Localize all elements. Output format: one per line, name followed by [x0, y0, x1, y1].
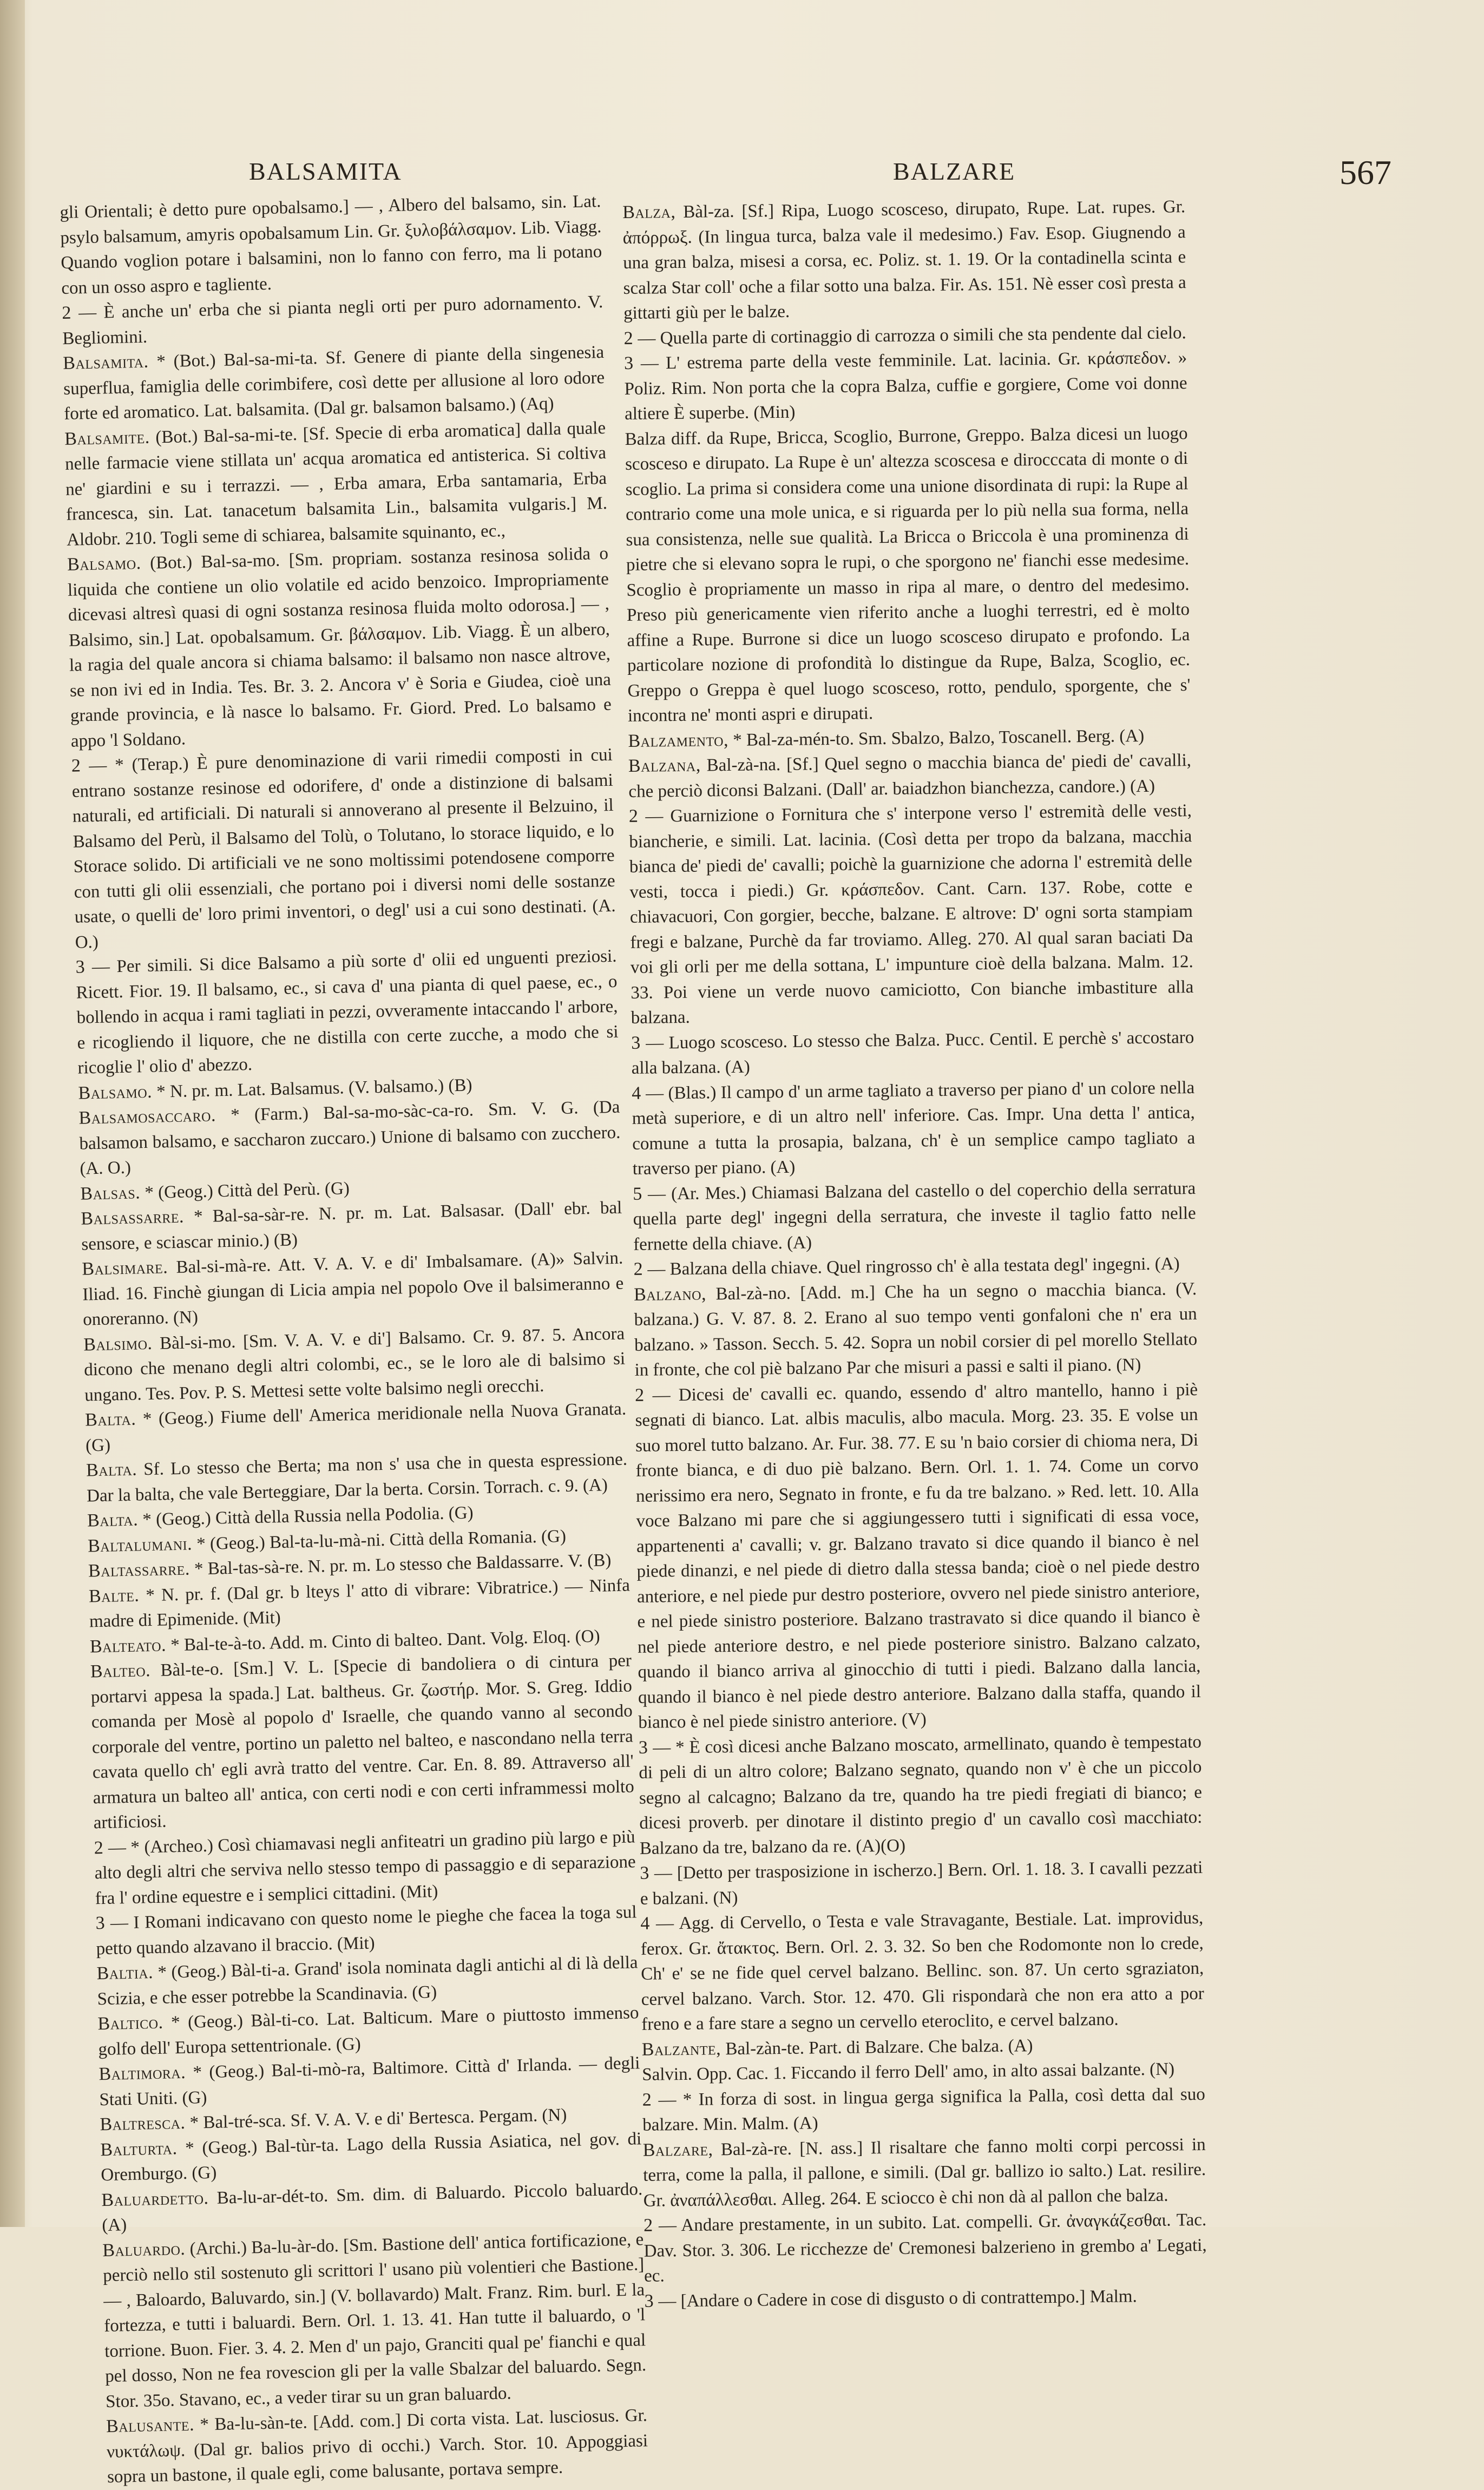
entry-headword: 4 — [640, 1914, 650, 1934]
left-column — [60, 189, 648, 2490]
entry-text: * (Geog.) Città della Russia nella Podolia. (G) — [138, 1503, 474, 1530]
entry-headword: Balza, — [622, 202, 676, 222]
entry-text: (Archi.) Ba-lu-àr-do. [Sm. Bastione dell' antica fortificazione, e perciò nello stil sostenuto gli scrittori l' usano più volentieri che Bastione.] — , Baloardo, Baluvardo, sin.] (V. bollavardo) Malt. Franz. Rim. burl. E la fortezza, e tutti i baluardi. Bern. Orl. 1. 13. 41. Han tutte il baluardo, o 'l torrione. Buon. Fier. 3. 4. 2. Men d' un pajo, Granciti qual pe' fianchi e qual pel dosso, Non ne fea rovescion gli per la valle Sbalzar del baluardo. Segn. Stor. 35o. Stavano, ec., a veder tirar su un gran baluardo. — [103, 2230, 646, 2412]
entry-text: Bal-si-mà-re. Att. V. A. V. e di' Imbalsamare. (A)» Salvin. Iliad. 16. Finchè giungan di Licia ampia nel popolo Ove il balsimeranno e onoreranno. (N) — [82, 1249, 624, 1330]
entry-text: * Bal-tré-sca. Sf. V. A. V. e di' Bertesca. Pergam. (N) — [185, 2105, 567, 2133]
dictionary-entry — [640, 1855, 1203, 1911]
entry-text: * (Bot.) Bal-sa-mi-ta. Sf. Genere di piante della singenesia superflua, famiglia delle corimbifere, così dette per allusione al loro odore forte ed aromatico. Lat. balsamita. (Dal gr. balsamon balsamo.) (Aq) — [63, 343, 605, 424]
entry-headword: Balzante, — [642, 2039, 721, 2060]
entry-headword: Baltalumani. — [88, 1534, 193, 1556]
entry-text: Ba-lu-ar-dét-to. Sm. dim. di Baluardo. Piccolo baluardo. (A) — [102, 2179, 643, 2235]
entry-text: Bal-zà-re. [N. ass.] Il risaltare che fanno molti corpi percossi in terra, come la palla, il pallone, e simili. (Dal gr. ballizo io salto.) Lat. resilire. Gr. ἀναπάλλεσθαι. Alleg. 264. E sciocco è chi non dà al pallon che balza. — [643, 2134, 1206, 2210]
entry-text: Salvin. Opp. Cac. 1. Ficcando il ferro Dell' amo, in alto assai balzante. (N) — [642, 2060, 1174, 2085]
entry-headword: 3 — [640, 1863, 649, 1883]
page-number: 567 — [1339, 153, 1391, 193]
entry-text: Bal-zà-no. [Add. m.] Che ha un segno o macchia bianca. (V. balzana.) G. V. 87. 8. 2. Erano al suo tempo venti gonfaloni che n' era un balzano. » Tasson. Secch. 5. 42. Sopra un nobil corsier di pel morello Stellato in fronte, che col piè balzano Par che misuri a passi e salti il piano. (N) — [634, 1279, 1197, 1379]
entry-headword: 2 — [635, 1385, 645, 1405]
dictionary-entry — [90, 1648, 635, 1835]
header-left: BALSAMITA — [249, 157, 402, 186]
entry-headword: Balte. — [89, 1585, 140, 1606]
dictionary-entry — [634, 1276, 1198, 1383]
entry-text: Bàl-si-mo. [Sm. V. A. V. e di'] Balsamo. Cr. 9. 87. 5. Ancora dicono che menano degli altri colombi, ec., se le loro ale di balsimo si ungano. Tes. Pov. P. S. Mettesi sette volte balsimo negli orecchi. — [84, 1324, 626, 1405]
dictionary-entry — [106, 2403, 649, 2489]
entry-text: Bàl-za. [Sf.] Ripa, Luogo scosceso, dirupato, Rupe. Lat. rupes. Gr. ἀπόρρωξ. (In lingua turca, balza vale il medesimo.) Fav. Esop. Giugnendo a una gran balza, misesi a corsa, ec. Poliz. st. 1. 19. Or la contadinella scinta e scalza Star coll' oche a filar sotto una balza. Fir. As. 151. Nè esser così presta a gittarti giù per le balze. — [623, 197, 1186, 323]
entry-headword: 3 — [624, 353, 634, 373]
entry-headword: Balzano, — [634, 1284, 706, 1304]
dictionary-entry — [635, 1377, 1201, 1735]
entry-headword: Balsamosaccaro. — [78, 1105, 216, 1128]
entry-text: (Bot.) Bal-sa-mo. [Sm. propriam. sostanza resinosa solida o liquida che contiene un olio volatile ed acido benzoico. Impropriamente dicevasi altresì quasi di ogni sostanza resinosa fluida molto odorosa.] — , Balsimo, sin.] Lat. opobalsamum. Gr. βάλσαμον. Lib. Viagg. È un albero, la ragia del quale ancora si chiama balsamo: il balsamo non nasce altrove, se non ivi ed in India. Tes. Br. 3. 2. Ancora v' è Soria e Giudea, cioè una grande provincia, e là nasce lo balsamo. Fr. Giord. Pred. Lo balsamo e appo 'l Soldano. — [68, 544, 612, 751]
dictionary-entry — [625, 421, 1191, 729]
entry-text: — I Romani indicavano con questo nome le pieghe che facea la toga sul petto quando alzavano il braccio. (Mit) — [96, 1902, 637, 1958]
entry-text: — Guarnizione o Fornitura che s' interpone verso l' estremità delle vesti, biancherie, e simili. Lat. lacinia. (Così detta per tropo da balzana, macchia bianca de' piedi de' cavalli; poichè la guarnizione che adorna l' estremità delle vesti, tocca i piedi.) Gr. κράσπεδον. Cant. Carn. 137. Robe, cotte e chiavacuori, Con gorgier, becche, balzane. E altrove: D' ogni sorta stampiam fregi e balzane, Purchè da far troviamo. Alleg. 270. Al qual saran baciati Da voi gli orli per me della sottana, L' impunture cioè della balzana. Malm. 12. 33. Poi viene un verde nuovo camiciotto, Con bianche imbastiture alla balzana. — [629, 801, 1193, 1028]
entry-text: — Dicesi de' cavalli ec. quando, essendo d' altro mantello, hanno i piè segnati di bianco. Lat. albis maculis, albo macula. Morg. 23. 35. E volse un suo morel tutto balzano. Ar. Fur. 38. 77. E su 'n baio corsier di chioma nera, Di fronte bianca, e di duo piè balzano. Bern. Orl. 1. 1. 74. Come un corvo nerissimo era nero, Segnato in fronte, e fu da tre balzano. » Red. lett. 10. Alla voce Balzano mi pare che si aggiungessero tutti i significati di essa voce, appartenenti a' cavalli; v. gr. Balzano travato si dice quando il bianco è nel piede dinanzi, e nel piede di dietro dalla stessa banda; cioè o nel piede destro anteriore, e nel piede pur destro posteriore, ovvero nel piede sinistro anteriore, e nel piede sinistro posteriore. Balzano trastravato si dice quando il bianco è nel piede anteriore destro, e nel piede posteriore sinistro. Balzano calzato, quando il bianco arriva al ginocchio di tutti i piedi. Balzano dalla lancia, quando il bianco è nel piede destro anteriore. Balzano dalla staffa, quando il bianco è nel piede sinistro anteriore. (V) — [635, 1379, 1201, 1732]
entry-text: (Bot.) Bal-sa-mi-te. [Sf. Specie di erba aromatica] dalla quale nelle farmacie viene stillata un' acqua aromatica ed antisterica. Si coltiva ne' giardini e su i terrazzi. — , Erba amara, Erba santamaria, Erba francesca, sin. Lat. tanacetum balsamita Lin., balsamita vulgaris.] M. Aldobr. 210. Togli seme di schiarea, balsamite squinanto, ec., — [65, 418, 607, 549]
entry-text: — È anche un' erba che si pianta negli orti per puro adornamento. V. Begliomini. — [62, 292, 603, 348]
dictionary-entry — [643, 2208, 1207, 2289]
entry-text: * (Geog.) Bàl-ti-a. Grand' isola nominata dagli antichi al di là della Scizia, e che esser potrebbe la Scandinavia. (G) — [97, 1953, 638, 2008]
entry-text: * Bal-tas-sà-re. N. pr. m. Lo stesso che Baldassarre. V. (B) — [189, 1550, 611, 1579]
entry-headword: Balsas. — [80, 1182, 140, 1204]
entry-text: — Per simili. Si dice Balsamo a più sorte d' olii ed unguenti preziosi. Ricett. Fior. 19. Il balsamo, ec., si cava d' una pianta di quel paese, ec., o bollendo in acqua i rami tagliati in pezzi, ovveramente intaccando l' arbore, e ricogliendo il liquore, che ne distilla con certe zucche, a modo che si ricoglie l' olio d' abezzo. — [76, 947, 618, 1078]
entry-headword: Baluardetto. — [101, 2188, 209, 2210]
entry-text: Bal-zà-na. [Sf.] Quel segno o macchia bianca de' piedi de' cavalli, che perciò diconsi Balzani. (Dall' ar. baiadzhon bianchezza, candore.) (A) — [628, 751, 1191, 801]
entry-text: — (Blas.) Il campo d' un arme tagliato a traverso per piano d' un colore nella metà superiore, e di un altro nell' inferiore. Cas. Impr. Una detta l' antica, comune a tutta la prosapia, balzana, ch' è un semplice campo tagliato a traverso per piano. (A) — [632, 1078, 1196, 1179]
dictionary-entry — [63, 340, 606, 426]
entry-text: — [Detto per trasposizione in ischerzo.] Bern. Orl. 1. 18. 3. I cavalli pezzati e balzani. (N) — [640, 1858, 1203, 1908]
dictionary-entry — [639, 1729, 1203, 1861]
entry-text: — (Ar. Mes.) Chiamasi Balzana del castello o del coperchio della serratura quella parte degl' ingegni della serratura, che investe il taglio fatto nelle fernette della chiave. (A) — [633, 1179, 1196, 1254]
entry-headword: Balsimo. — [83, 1333, 153, 1355]
entry-headword: Baltico. — [97, 2013, 163, 2034]
entry-headword: Balzamento, — [628, 730, 728, 751]
entry-headword: 2 — [62, 303, 71, 323]
entry-text: Sf. Lo stesso che Berta; ma non s' usa che in questa espressione. Dar la balta, che vale Berteggiare, Dar la berta. Corsin. Torrach. c. 9. (A) — [87, 1450, 628, 1506]
entry-text: Bàl-te-o. [Sm.] V. L. [Specie di bandoliera o di cintura per portarvi appesa la spada.] Lat. baltheus. Gr. ζωστήρ. Mor. S. Greg. Iddio comanda per Mosè al popolo d' Israelle, che quando vanno al secondo corporale del ventre, portino un paletto nel balteo, e nascondano nella terra cavata quello ch' egli avrà tratto del ventre. Car. En. 8. 89. Attraverso all' armatura un balteo all' antica, con certi nodi e con certi inframmessi molto artificiosi. — [91, 1651, 634, 1832]
dictionary-entry — [64, 415, 608, 552]
dictionary-entry — [633, 1176, 1196, 1257]
dictionary-entry — [640, 1906, 1204, 2037]
entry-headword: 5 — [633, 1184, 642, 1204]
dictionary-entry — [642, 2132, 1206, 2213]
entry-headword: Baltresca. — [100, 2113, 186, 2134]
entry-headword: Balta. — [86, 1460, 137, 1481]
dictionary-entry — [82, 1246, 625, 1332]
dictionary-entry — [624, 345, 1187, 426]
entry-headword: Baltassarre. — [88, 1559, 190, 1581]
entry-text: * (Geog.) Bal-ta-lu-mà-ni. Città della Romania. (G) — [192, 1526, 567, 1553]
entry-text: * N. pr. m. Lat. Balsamus. (V. balsamo.) (B) — [152, 1075, 472, 1101]
right-column — [622, 194, 1207, 2314]
entry-text: — * (Terap.) È pure denominazione di varii rimedii composti in cui entrano sostanze resinose ed odorifere, d' onde a distinzione di balsami naturali, ed artificiali. Di naturali si annoverano al presente il Belzuino, il Balsamo del Perù, il Balsamo del Tolù, o Tolutano, lo storace liquido, e lo Storace solido. Di artificiali ve ne sono moltissimi potendosene comporre con tutti gli olii essenziali, che portano poi i diversi nomi delle sostanze usate, o quelli de' loro primi inventori, o degl' usi a cui sono destinati. (A. O.) — [72, 745, 616, 952]
entry-headword: Balsimare. — [82, 1257, 168, 1279]
dictionary-entry — [631, 1025, 1194, 1081]
dictionary-entry — [60, 189, 603, 301]
entry-headword: Balzare, — [643, 2139, 713, 2160]
entry-headword: 2 — [94, 1837, 103, 1857]
entry-text: gli Orientali; è detto pure opobalsamo.] — , Albero del balsamo, sin. Lat. psylo balsamum, amyris opobalsamum Lin. Gr. ξυλοβάλσαμον. Lib. Viagg. Quando voglion potare i balsamini, non lo fanno con ferro, ma li potano con un osso aspro e tagliente. — [60, 192, 602, 298]
entry-headword: 2 — [633, 1259, 643, 1279]
entry-text: * Bal-te-à-to. Add. m. Cinto di balteo. Dant. Volg. Eloq. (O) — [166, 1626, 600, 1655]
entry-headword: 3 — [95, 1913, 105, 1933]
entry-headword: Balsamo. — [67, 553, 141, 575]
entry-text: * (Geog.) Bal-tùr-ta. Lago della Russia Asiatica, nel gov. di Oremburgo. (G) — [101, 2129, 642, 2185]
entry-headword: 3 — [631, 1033, 641, 1053]
entry-text: — Balzana della chiave. Quel ringrosso ch' è alla testata degl' ingegni. (A) — [643, 1254, 1180, 1279]
entry-text: * (Geog.) Fiume dell' America meridionale nella Nuova Granata. (G) — [86, 1400, 627, 1455]
entry-headword: Balsassarre. — [81, 1207, 184, 1229]
entry-headword: 2 — [71, 755, 81, 776]
entry-text: Balza diff. da Rupe, Bricca, Scoglio, Burrone, Greppo. Balza dicesi un luogo scosceso e dirupato. La Rupe è un' altezza scoscesa e dirocccata di monte o di scoglio. La prima si considera come una unione disordinata di rupi: la Rupe al contrario come una mole unica, e si riguarda per lo più nella sua forma, nella sua consistenza, nelle sue qualità. La Bricca o Briccola è una prominenza di pietre che si elevano sopra le rupi, o che sporgono ne' fianchi esse medesime. Scoglio è propriamente un masso in ripa al mare, o dentro del medesimo. Preso più genericamente vien riferito anche a luoghi terrestri, ed è molto affine a Rupe. Burrone si dice un luogo scosceso dirupato e profondo. La particolare nozione di profondità lo distingue da Rupe, Balza, Scoglio, ec. Greppo o Greppa è quel luogo scosceso, rotto, pendulo, sporgente, che s' incontra ne' monti aspri e dirupati. — [625, 424, 1190, 726]
entry-text: * (Geog.) Bal-ti-mò-ra, Baltimore. Città d' Irlanda. — degli Stati Uniti. (G) — [99, 2053, 640, 2109]
entry-headword: Balta. — [87, 1509, 139, 1530]
dictionary-entry — [622, 194, 1186, 326]
entry-text: * Bal-sa-sàr-re. N. pr. m. Lat. Balsasar. (Dall' ebr. bal sensore, e sciascar minio.) (B) — [81, 1198, 622, 1254]
entry-headword: 3 — [75, 957, 85, 977]
entry-text: * N. pr. f. (Dal gr. b lteys l' atto di vibrare: Vibratrice.) — Ninfa madre di Epimenide. (Mit) — [89, 1575, 631, 1631]
entry-text: * (Geog.) Bàl-ti-co. Lat. Balticum. Mare o piuttosto immenso golfo dell' Europa settentrionale. (G) — [98, 2003, 639, 2059]
dictionary-entry — [75, 944, 619, 1081]
dictionary-entry — [629, 798, 1194, 1030]
entry-text: — Quella parte di cortinaggio di carrozza o simili che sta pendente dal cielo. — [633, 323, 1186, 349]
dictionary-entry — [67, 541, 613, 754]
entry-text: * Bal-za-mén-to. Sm. Sbalzo, Balzo, Toscanell. Berg. (A) — [728, 726, 1144, 750]
dictionary-entry — [78, 1095, 621, 1181]
entry-headword: Balsamita. — [63, 352, 149, 373]
entry-text: — Andare prestamente, in un subito. Lat. compelli. Gr. ἀναγκάζεσθαι. Tac. Dav. Stor. 3. 306. Le ricchezze de' Cremonesi balzerieno in grembo a' Legati, ec. — [643, 2210, 1206, 2286]
dictionary-entry — [642, 2081, 1206, 2138]
entry-headword: Balturta. — [100, 2138, 178, 2160]
entry-headword: Balteato. — [90, 1635, 167, 1657]
dictionary-entry — [83, 1321, 626, 1408]
entry-headword: Baluardo. — [102, 2238, 186, 2260]
page-gutter — [0, 0, 25, 2227]
entry-headword: 4 — [632, 1083, 641, 1103]
entry-headword: Balsamite. — [64, 427, 150, 449]
dictionary-entry — [632, 1075, 1196, 1182]
entry-headword: 3 — [639, 1737, 648, 1757]
entry-text: — Agg. di Cervello, o Testa e vale Stravagante, Bestiale. Lat. improvidus, ferox. Gr. ἄτακτος. Bern. Orl. 2. 3. 32. So ben che Rodomonte non lo crede, Ch' e' se ne fide quel cervel balzano. Bellinc. son. 87. Un certo sgraziaton, cervel balzano. Varch. Stor. 12. 470. Gli rispondarà che non era atto a por freno e a fare stare a segno un cervello eteroclito, e cervel balzano. — [641, 1908, 1204, 2034]
entry-headword: 3 — [644, 2291, 654, 2311]
entry-text: Bal-zàn-te. Part. di Balzare. Che balza. (A) — [721, 2036, 1033, 2059]
entry-headword: Balusante. — [106, 2415, 195, 2436]
entry-text: — * (Archeo.) Così chiamavasi negli anfiteatri un gradino più largo e più alto degli altri che serviva nello stesso tempo di passaggio e di separazione fra l' ordine equestre e i semplici cittadini. (Mit) — [94, 1827, 636, 1908]
entry-headword: Balzana, — [628, 755, 701, 776]
dictionary-entry — [71, 743, 616, 955]
entry-headword: Baltia. — [96, 1962, 153, 1983]
dictionary-entry — [644, 2283, 1207, 2314]
dictionary-entry — [628, 748, 1192, 804]
entry-text: — * È così dicesi anche Balzano moscato, armellinato, quando è tempestato di peli di un altro colore; Balzano segnato, quando non v' è che un piccolo segno al calcagno; Balzano da tre, quando ha tre piedi fregiati di bianco; e dicesi proverb. per dinotare il distinto pregio d' un cavallo così macchiato: Balzano da tre, balzano da re. (A)(O) — [639, 1732, 1202, 1858]
header-right: BALZARE — [893, 157, 1015, 186]
dictionary-entry — [94, 1824, 636, 1911]
entry-text: — L' estrema parte della veste femminile. Lat. lacinia. Gr. κράσπεδον. » Poliz. Rim. Non porta che la copra Balza, cuffie e gorgiere, Come voi donne altiere È superbe. (Min) — [624, 348, 1187, 424]
entry-headword: Balsamo. — [78, 1081, 152, 1103]
entry-headword: 2 — [623, 328, 633, 348]
entry-headword: 2 — [629, 806, 639, 826]
entry-headword: Baltimora. — [99, 2062, 186, 2084]
entry-headword: 2 — [642, 2090, 652, 2110]
dictionary-entry — [102, 2227, 647, 2414]
entry-text: — * In forza di sost. in lingua gerga significa la Palla, così detta dal suo balzare. Min. Malm. (A) — [642, 2084, 1205, 2134]
entry-headword: Balteo. — [90, 1660, 151, 1681]
entry-text: — [Andare o Cadere in cose di disgusto o di contrattempo.] Malm. — [654, 2287, 1137, 2311]
entry-headword: Balta. — [85, 1409, 136, 1430]
entry-headword: 2 — [643, 2216, 653, 2236]
entry-text: * (Geog.) Città del Perù. (G) — [140, 1179, 350, 1203]
entry-text: — Luogo scosceso. Lo stesso che Balza. Pucc. Centil. E perchè s' accostaro alla balzana. (A) — [632, 1028, 1194, 1078]
entry-text: * (Farm.) Bal-sa-mo-sàc-ca-ro. Sm. V. G. (Da balsamon balsamo, e saccharon zuccaro.) Unione di balsamo con zucchero. (A. O.) — [79, 1098, 621, 1179]
entry-text: * Ba-lu-sàn-te. [Add. com.] Di corta vista. Lat. lusciosus. Gr. νυκτάλωψ. (Dal gr. balios privo di occhi.) Varch. Stor. 10. Appoggiasi sopra un bastone, il quale egli, come balusante, portava sempre. — [107, 2406, 648, 2487]
